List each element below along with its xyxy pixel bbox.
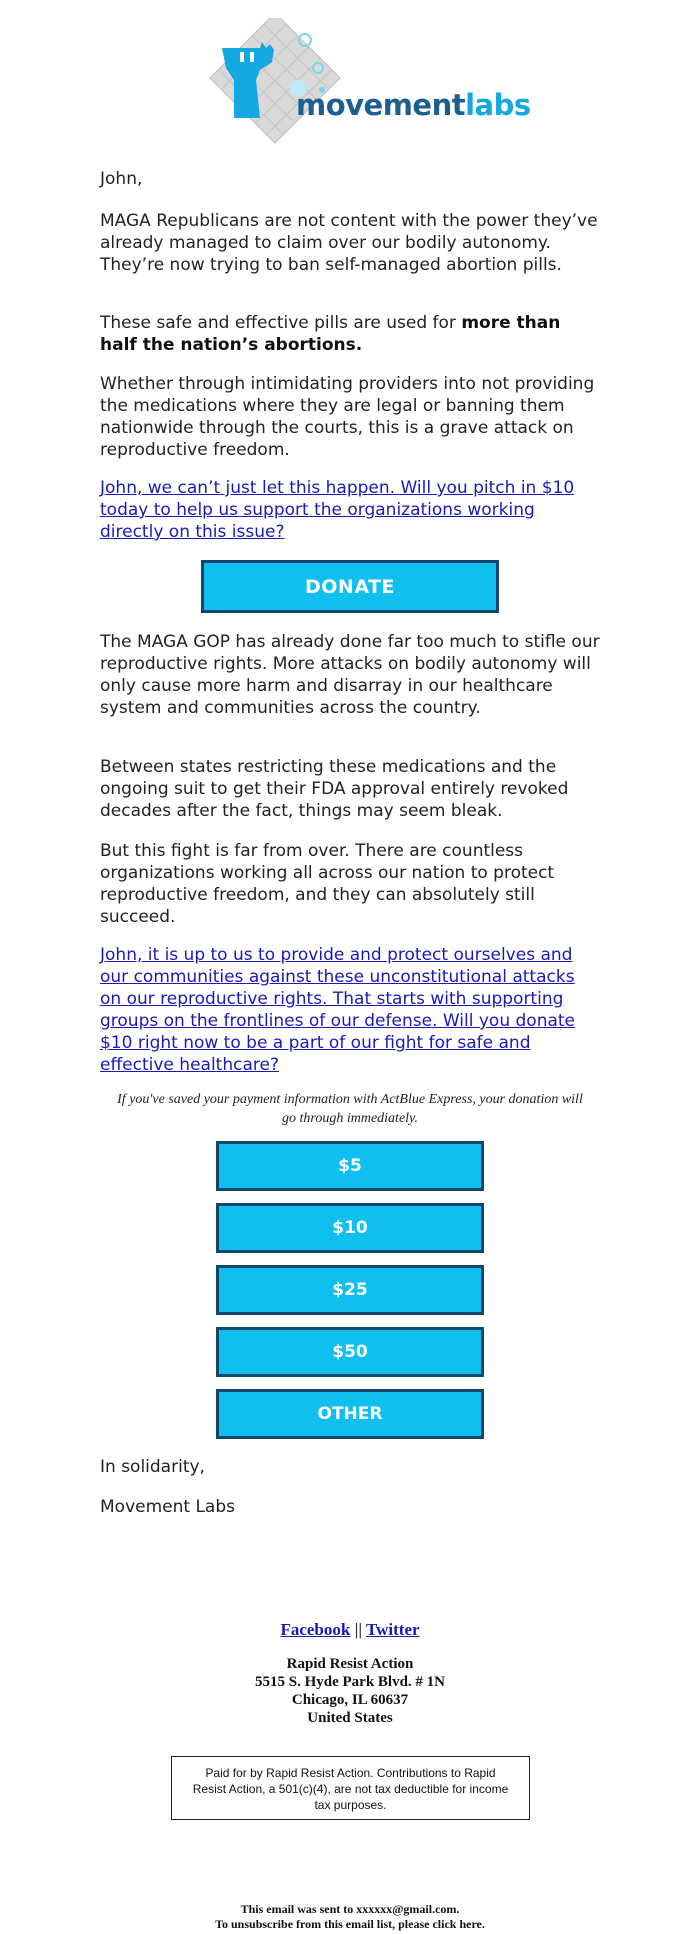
email-footer	[0, 1902, 700, 1932]
paragraph-intro: MAGA Republicans are not content with the power they’ve already managed to claim over our bodily autonomy. They’re now trying to ban self-managed abortion pills.	[100, 211, 598, 275]
amount-button-5[interactable]: $5	[216, 1141, 484, 1191]
logo-word-movement: movement	[296, 88, 466, 122]
social-separator: ||	[354, 1620, 363, 1639]
signature: Movement Labs	[100, 1497, 235, 1517]
logo-wordmark	[296, 90, 531, 120]
paid-for-disclaimer: Paid for by Rapid Resist Action. Contributions to Rapid Resist Action, a 501(c)(4), are not tax deductible for income tax purposes.	[171, 1756, 530, 1820]
address-city: Chicago, IL 60637	[291, 1692, 409, 1708]
donate-button[interactable]: DONATE	[201, 560, 499, 613]
address-country: United States	[307, 1710, 393, 1726]
movementlabs-logo	[190, 18, 531, 153]
social-links	[0, 1620, 700, 1640]
actblue-note: If you've saved your payment information with ActBlue Express, your donation will go through immediately.	[117, 1092, 583, 1126]
facebook-link[interactable]: Facebook	[280, 1620, 351, 1639]
paragraph-pills-bold: more than half the nation’s abortions.	[100, 313, 561, 355]
unsubscribe-link[interactable]: To unsubscribe from this email list, please click here.	[215, 1917, 485, 1931]
address-street: 5515 S. Hyde Park Blvd. # 1N	[254, 1674, 446, 1690]
paragraph-restrictions: Between states restricting these medications and the ongoing suit to get their FDA approval entirely revoked decades after the fact, things may seem bleak.	[100, 757, 569, 821]
paragraph-threat: Whether through intimidating providers into not providing the medications where they are legal or banning them nationwide through the courts, this is a grave attack on reproductive freedom.	[100, 374, 595, 460]
amount-button-25[interactable]: $25	[216, 1265, 484, 1315]
greeting: John,	[100, 169, 143, 189]
logo-word-labs: labs	[465, 88, 531, 122]
amount-button-other[interactable]: OTHER	[216, 1389, 484, 1439]
paragraph-maga-gop: The MAGA GOP has already done far too much to stifle our reproductive rights. More attacks on bodily autonomy will only cause more harm and disarray in our healthcare system and communities across the country.	[100, 632, 600, 718]
paragraph-fight: But this fight is far from over. There are countless organizations working all across our nation to protect reproductive freedom, and they can absolutely still succeed.	[100, 841, 555, 927]
amount-button-50[interactable]: $50	[216, 1327, 484, 1377]
paragraph-pills-text: These safe and effective pills are used for	[100, 313, 462, 333]
mailing-address	[0, 1655, 700, 1727]
amount-button-10[interactable]: $10	[216, 1203, 484, 1253]
twitter-link[interactable]: Twitter	[366, 1620, 420, 1639]
paragraph-pills	[100, 312, 600, 356]
footer-sent-to: This email was sent to xxxxxx@gmail.com.	[240, 1902, 460, 1916]
signoff: In solidarity,	[100, 1457, 205, 1477]
cta-link-pitch-in[interactable]: John, we can’t just let this happen. Will you pitch in $10 today to help us support the organizations working directly on this issue?	[100, 478, 575, 542]
cta-link-donate-10[interactable]: John, it is up to us to provide and protect ourselves and our communities against these unconstitutional attacks on our reproductive rights. That starts with supporting groups on the frontlines of our defense. Will you donate $10 right now to be a part of our fight for safe and effective healthcare?	[100, 945, 576, 1075]
fist-logo-icon	[190, 18, 510, 153]
address-org: Rapid Resist Action	[286, 1656, 414, 1672]
